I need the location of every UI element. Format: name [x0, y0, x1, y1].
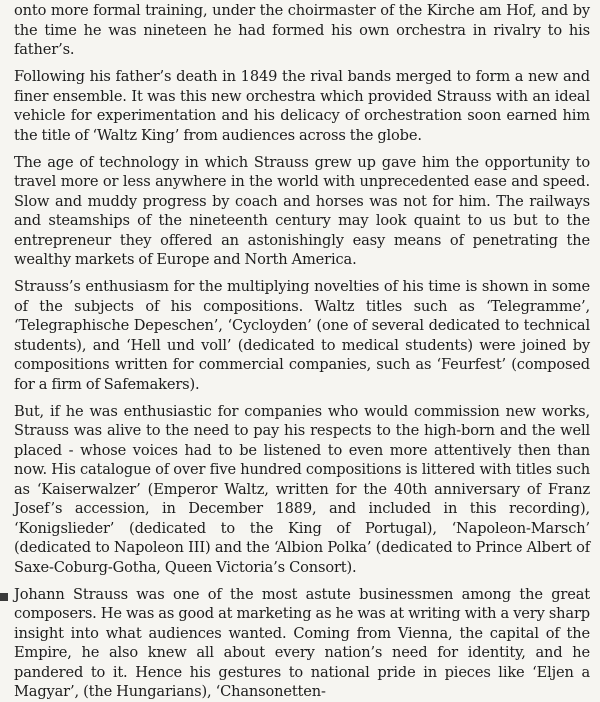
paragraph-technology: The age of technology in which Strauss grew up gave him the opportunity to travel more or less anywhere in the world with unprecedented ease and speed. Slow and muddy progress by coach and horses was not for him. The railways and steamships of the nineteenth century may look quaint to us but to the entrepreneur they offered an astonishingly easy means of penetrating the wealthy markets of Europe and North America.	[14, 153, 590, 268]
booklet-page	[14, 0, 590, 700]
paragraph-dedications: But, if he was enthusiastic for companies who would commission new works, Strauss was alive to the need to pay his respects to the high-born and the well placed - whose voices had to be listened to even more attentively then than now. His catalogue of over five hundred compositions is littered with titles such as ‘Kaiserwalzer’ (Emperor Waltz, written for the 40th anniversary of Franz Josef’s accession, in December 1889, and included in this recording), ‘Konigslieder’ (dedicated to the King of Portugal), ‘Napoleon-Marsch’ (dedicated to Napoleon III) and the ‘Albion Polka’ (dedicated to Prince Albert of Saxe-Coburg-Gotha, Queen Victoria’s Consort).	[14, 402, 590, 576]
paragraph-businessman: Johann Strauss was one of the most astute businessmen among the great composers. He was as good at marketing as he was at writing with a very sharp insight into what audiences wanted. Coming from Vienna, the capital of the Empire, he also knew all about every nation’s need for identity, and he pandered to it. Hence his gestures to national pride in pieces like ‘Eljen a Magyar’, (the Hungarians), ‘Chansonetten-	[14, 585, 590, 700]
paragraph-novelties: Strauss’s enthusiasm for the multiplying novelties of his time is shown in some of the subjects of his compositions. Waltz titles such as ‘Telegramme’, ‘Telegraphische Depeschen’, ‘Cycloyden’ (one of several dedicated to technical students), and ‘Hell und voll’ (dedicated to medical students) were joined by compositions written for commercial companies, such as ‘Feurfest’ (composed for a firm of Safemakers).	[14, 278, 590, 393]
paragraph-training: onto more formal training, under the choirmaster of the Kirche am Hof, and by the time he was nineteen he had formed his own orchestra in rivalry to his father’s.	[14, 2, 590, 58]
paragraph-father-death: Following his father’s death in 1849 the rival bands merged to form a new and finer ensemble. It was this new orchestra which provided Strauss with an ideal vehicle for experimentation and his delicacy of orchestration soon earned him the title of ‘Waltz King’ from audiences across the globe.	[14, 68, 590, 144]
page-corner-mark	[0, 593, 8, 601]
